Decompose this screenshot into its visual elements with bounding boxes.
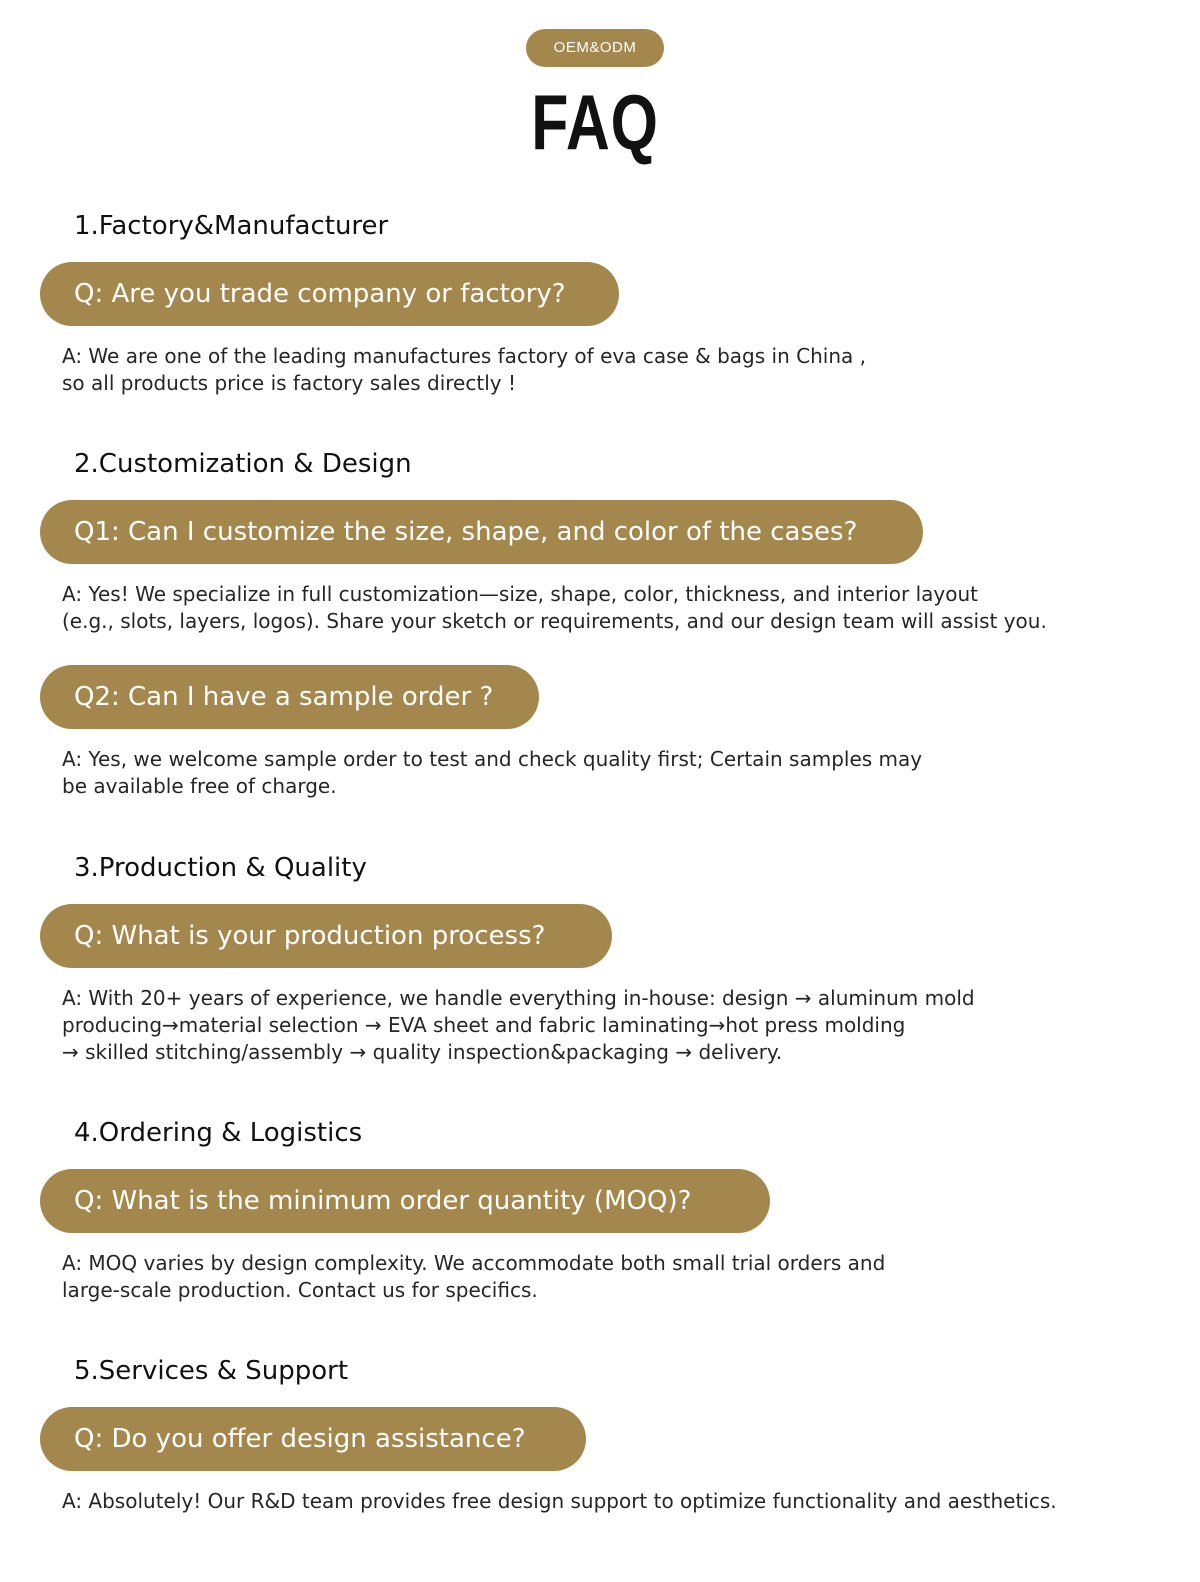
- answer-line: A: Yes! We specialize in full customization—size, shape, color, thickness, and interior layout: [62, 582, 978, 606]
- answer-line: A: We are one of the leading manufactures factory of eva case & bags in China ,: [62, 344, 866, 368]
- answer-text: [62, 343, 866, 397]
- question-pill: Q: Are you trade company or factory?: [40, 262, 619, 326]
- answer-line: be available free of charge.: [62, 774, 337, 798]
- answer-line: so all products price is factory sales directly !: [62, 371, 516, 395]
- question-pill: Q: What is your production process?: [40, 904, 612, 968]
- section-heading-ordering: 4.Ordering & Logistics: [74, 1118, 363, 1148]
- answer-text: [62, 1250, 885, 1304]
- answer-line: producing→material selection → EVA sheet and fabric laminating→hot press molding: [62, 1013, 906, 1037]
- question-pill: Q1: Can I customize the size, shape, and color of the cases?: [40, 500, 923, 564]
- answer-line: (e.g., slots, layers, logos). Share your sketch or requirements, and our design team will assist you.: [62, 609, 1047, 633]
- oem-odm-badge: OEM&ODM: [526, 29, 664, 67]
- question-pill: Q: What is the minimum order quantity (MOQ)?: [40, 1169, 770, 1233]
- section-heading-customization: 2.Customization & Design: [74, 449, 412, 479]
- section-heading-factory: 1.Factory&Manufacturer: [74, 211, 389, 241]
- answer-line: A: MOQ varies by design complexity. We accommodate both small trial orders and: [62, 1251, 886, 1275]
- answer-line: A: Yes, we welcome sample order to test and check quality first; Certain samples may: [62, 747, 923, 771]
- answer-line: A: With 20+ years of experience, we handle everything in-house: design → aluminum mold: [62, 986, 975, 1010]
- section-heading-production: 3.Production & Quality: [74, 853, 367, 883]
- answer-line: A: Absolutely! Our R&D team provides free design support to optimize functionality and aesthetics.: [62, 1489, 1057, 1513]
- answer-line: large-scale production. Contact us for specifics.: [62, 1278, 538, 1302]
- answer-text: [62, 1488, 1057, 1515]
- answer-line: → skilled stitching/assembly → quality inspection&packaging → delivery.: [62, 1040, 783, 1064]
- question-pill: Q2: Can I have a sample order ?: [40, 665, 539, 729]
- answer-text: [62, 581, 1047, 635]
- question-pill: Q: Do you offer design assistance?: [40, 1407, 586, 1471]
- answer-text: [62, 985, 975, 1066]
- answer-text: [62, 746, 922, 800]
- page-title: FAQ: [531, 78, 659, 166]
- section-heading-services: 5.Services & Support: [74, 1356, 349, 1386]
